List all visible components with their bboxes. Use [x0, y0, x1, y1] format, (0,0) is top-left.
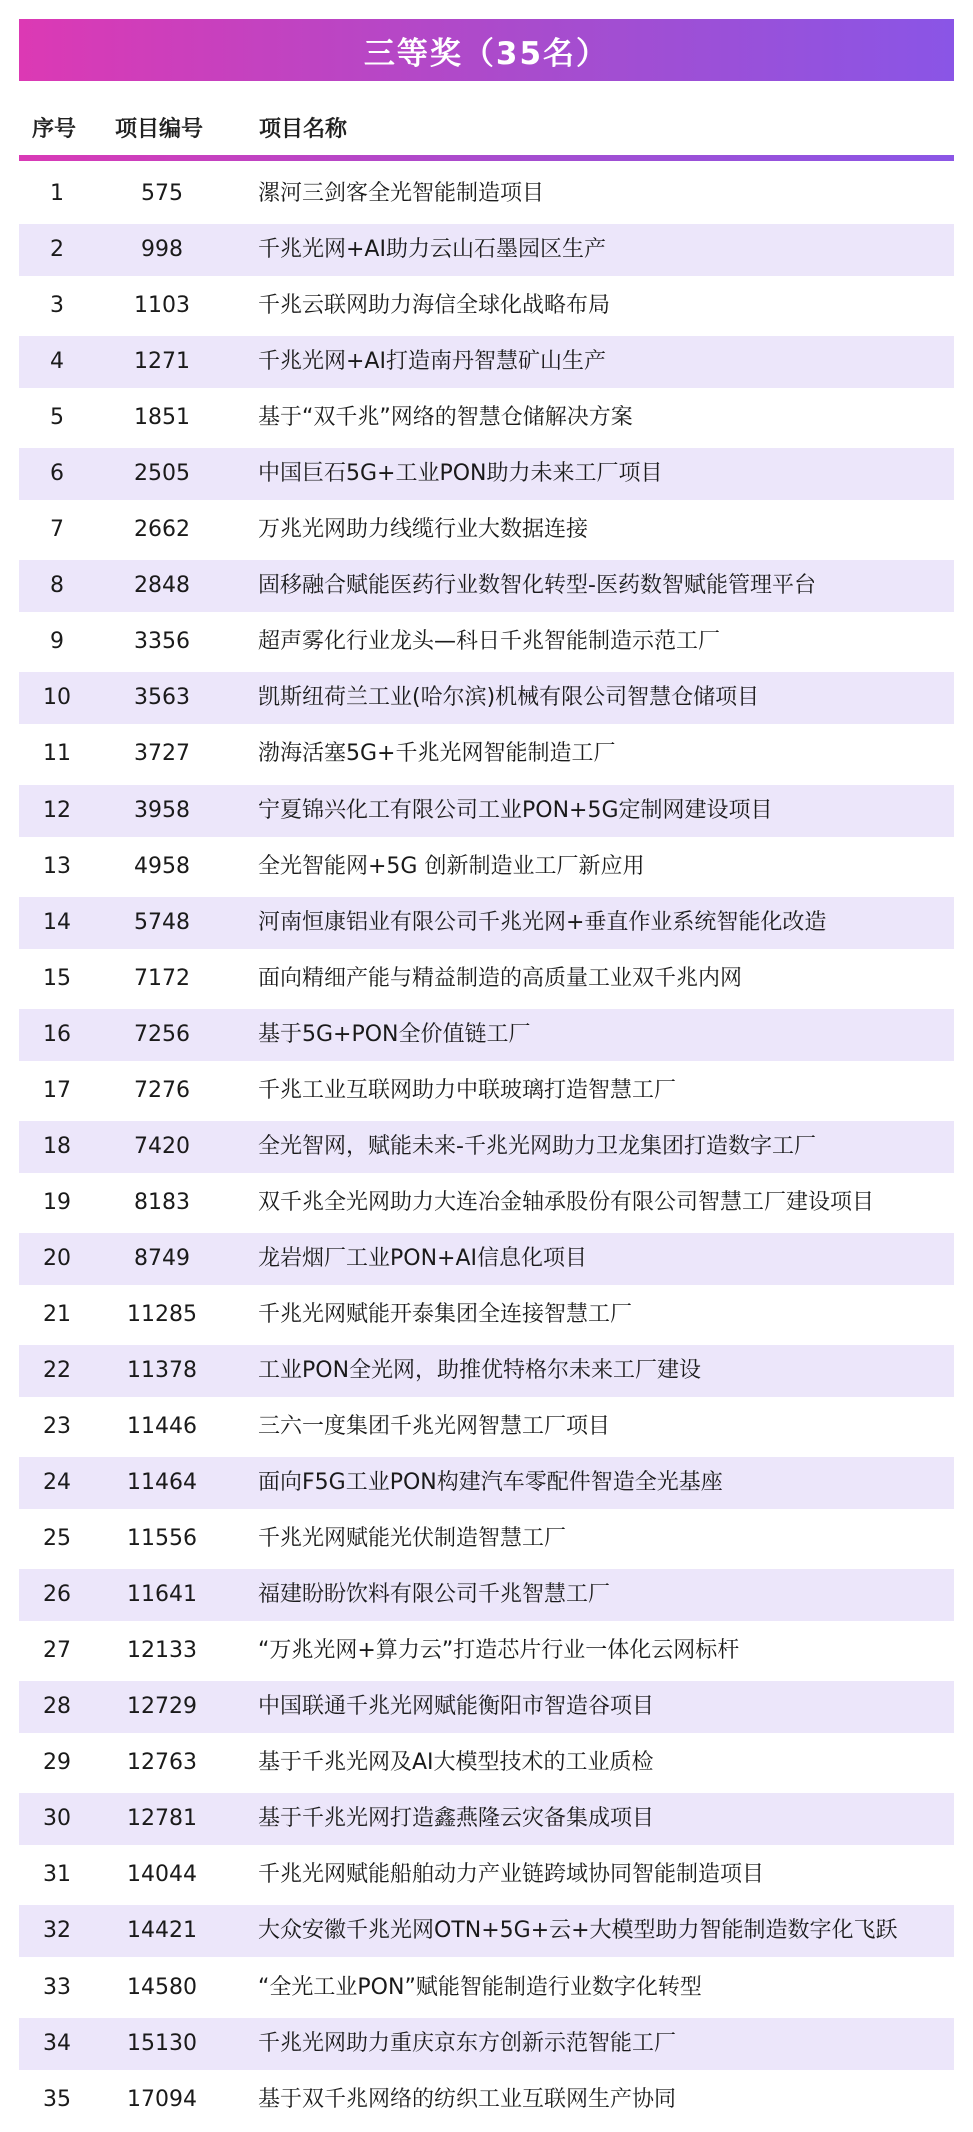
row-name: 渤海活塞5G+千兆光网智能制造工厂 — [258, 741, 616, 767]
row-index: 26 — [43, 1582, 71, 1608]
row-code: 11378 — [127, 1357, 197, 1383]
row-name: 宁夏锦兴化工有限公司工业PON+5G定制网建设项目 — [258, 797, 773, 823]
row-index: 19 — [43, 1189, 71, 1215]
row-index: 4 — [50, 349, 64, 375]
row-index: 8 — [50, 573, 64, 599]
row-index: 23 — [43, 1414, 71, 1440]
row-index: 16 — [43, 1021, 71, 1047]
row-index: 21 — [43, 1301, 71, 1327]
row-index: 14 — [43, 909, 71, 935]
row-code: 1103 — [134, 293, 190, 319]
header-divider — [19, 155, 954, 161]
row-name: 固移融合赋能医药行业数智化转型-医药数智赋能管理平台 — [258, 573, 816, 599]
row-name: 漯河三剑客全光智能制造项目 — [258, 181, 545, 206]
row-name: 基于“双千兆”网络的智慧仓储解决方案 — [258, 405, 633, 431]
table-row — [19, 1009, 954, 1061]
row-index: 12 — [43, 797, 71, 823]
row-index: 28 — [43, 1694, 71, 1720]
table-row — [19, 1681, 954, 1733]
row-index: 18 — [43, 1133, 71, 1159]
row-code: 11285 — [127, 1301, 197, 1327]
header-code: 项目编号 — [115, 117, 204, 142]
table-row — [19, 1905, 954, 1957]
row-code: 15130 — [127, 2030, 197, 2056]
row-code: 3356 — [134, 629, 190, 655]
row-index: 34 — [43, 2030, 71, 2056]
row-code: 7420 — [134, 1133, 190, 1159]
row-code: 12133 — [127, 1638, 197, 1664]
row-code: 8749 — [134, 1245, 190, 1271]
row-name: 千兆光网赋能开泰集团全连接智慧工厂 — [258, 1301, 633, 1327]
row-name: 龙岩烟厂工业PON+AI信息化项目 — [258, 1245, 588, 1271]
row-code: 1271 — [134, 349, 190, 375]
row-index: 3 — [50, 293, 64, 319]
row-index: 1 — [50, 181, 64, 206]
row-index: 2 — [50, 237, 64, 263]
table-row — [19, 1457, 954, 1509]
row-index: 6 — [50, 461, 64, 487]
row-code: 11464 — [127, 1470, 197, 1496]
row-name: “全光工业PON”赋能智能制造行业数字化转型 — [258, 1974, 702, 2000]
row-code: 1851 — [134, 405, 190, 431]
table-row — [19, 953, 954, 1005]
table-row — [19, 280, 954, 332]
table-row — [19, 1625, 954, 1677]
row-name: 工业PON全光网，助推优特格尔未来工厂建设 — [258, 1357, 702, 1383]
table-row — [19, 616, 954, 668]
row-name: “万兆光网+算力云”打造芯片行业一体化云网标杆 — [258, 1638, 740, 1664]
row-code: 17094 — [127, 2086, 197, 2112]
table-row — [19, 448, 954, 500]
table-header — [19, 96, 954, 156]
table-row — [19, 1569, 954, 1621]
row-index: 24 — [43, 1470, 71, 1496]
row-name: 中国联通千兆光网赋能衡阳市智造谷项目 — [258, 1694, 655, 1720]
award-title-banner — [19, 19, 954, 81]
row-index: 33 — [43, 1974, 71, 2000]
row-index: 13 — [43, 853, 71, 879]
table-row — [19, 1121, 954, 1173]
row-index: 10 — [43, 685, 71, 711]
award-title: 三等奖（35名） — [363, 35, 610, 72]
row-code: 2505 — [134, 461, 190, 487]
table-row — [19, 1345, 954, 1397]
table-row — [19, 168, 954, 220]
row-name: 面向F5G工业PON构建汽车零配件智造全光基座 — [258, 1470, 723, 1496]
table-row — [19, 1065, 954, 1117]
table-row — [19, 504, 954, 556]
table-row — [19, 560, 954, 612]
table-row — [19, 1849, 954, 1901]
row-name: 双千兆全光网助力大连冶金轴承股份有限公司智慧工厂建设项目 — [258, 1189, 875, 1215]
row-code: 3563 — [134, 685, 190, 711]
row-code: 3727 — [134, 741, 190, 767]
table-row — [19, 392, 954, 444]
row-name: 三六一度集团千兆光网智慧工厂项目 — [258, 1414, 611, 1440]
row-name: 大众安徽千兆光网OTN+5G+云+大模型助力智能制造数字化飞跃 — [258, 1918, 898, 1944]
row-code: 8183 — [134, 1189, 190, 1215]
table-row — [19, 1737, 954, 1789]
row-name: 福建盼盼饮料有限公司千兆智慧工厂 — [258, 1582, 611, 1608]
table-row — [19, 728, 954, 780]
row-name: 基于千兆光网及AI大模型技术的工业质检 — [258, 1750, 654, 1776]
row-name: 凯斯纽荷兰工业(哈尔滨)机械有限公司智慧仓储项目 — [258, 685, 760, 711]
table-row — [19, 1513, 954, 1565]
row-name: 万兆光网助力线缆行业大数据连接 — [258, 517, 589, 543]
row-code: 4958 — [134, 853, 190, 879]
row-code: 14044 — [127, 1862, 197, 1888]
row-name: 千兆工业互联网助力中联玻璃打造智慧工厂 — [258, 1077, 677, 1103]
row-index: 7 — [50, 517, 64, 543]
row-index: 27 — [43, 1638, 71, 1664]
table-row — [19, 1401, 954, 1453]
row-index: 35 — [43, 2086, 71, 2112]
row-code: 12729 — [127, 1694, 197, 1720]
row-code: 11556 — [127, 1526, 197, 1552]
row-code: 14580 — [127, 1974, 197, 2000]
row-index: 5 — [50, 405, 64, 431]
header-index: 序号 — [32, 117, 77, 142]
table-row — [19, 785, 954, 837]
row-code: 7172 — [134, 965, 190, 991]
row-code: 12781 — [127, 1806, 197, 1832]
table-row — [19, 1289, 954, 1341]
table-row — [19, 2074, 954, 2126]
row-index: 30 — [43, 1806, 71, 1832]
row-index: 15 — [43, 965, 71, 991]
row-name: 基于千兆光网打造鑫燕隆云灾备集成项目 — [258, 1806, 655, 1832]
row-name: 千兆光网赋能船舶动力产业链跨域协同智能制造项目 — [258, 1862, 765, 1888]
row-name: 全光智网，赋能未来-千兆光网助力卫龙集团打造数字工厂 — [258, 1133, 816, 1159]
row-code: 575 — [141, 181, 183, 206]
row-index: 31 — [43, 1862, 71, 1888]
row-index: 29 — [43, 1750, 71, 1776]
award-table — [19, 168, 954, 2130]
row-code: 998 — [141, 237, 183, 263]
row-index: 22 — [43, 1357, 71, 1383]
row-code: 11641 — [127, 1582, 197, 1608]
table-row — [19, 1962, 954, 2014]
row-name: 千兆光网+AI打造南丹智慧矿山生产 — [258, 349, 606, 375]
row-code: 5748 — [134, 909, 190, 935]
row-code: 3958 — [134, 797, 190, 823]
row-code: 7256 — [134, 1021, 190, 1047]
row-name: 中国巨石5G+工业PON助力未来工厂项目 — [258, 461, 663, 487]
row-code: 12763 — [127, 1750, 197, 1776]
row-name: 全光智能网+5G 创新制造业工厂新应用 — [258, 853, 645, 879]
row-index: 11 — [43, 741, 71, 767]
row-code: 2848 — [134, 573, 190, 599]
row-name: 基于5G+PON全价值链工厂 — [258, 1021, 531, 1047]
row-index: 32 — [43, 1918, 71, 1944]
row-name: 面向精细产能与精益制造的高质量工业双千兆内网 — [258, 965, 743, 991]
header-name: 项目名称 — [259, 117, 348, 142]
row-index: 20 — [43, 1245, 71, 1271]
row-name: 千兆光网赋能光伏制造智慧工厂 — [258, 1526, 567, 1552]
row-name: 千兆光网助力重庆京东方创新示范智能工厂 — [258, 2030, 677, 2056]
row-index: 9 — [50, 629, 64, 655]
row-code: 11446 — [127, 1414, 197, 1440]
table-row — [19, 1233, 954, 1285]
table-row — [19, 897, 954, 949]
row-code: 14421 — [127, 1918, 197, 1944]
row-index: 17 — [43, 1077, 71, 1103]
row-name: 超声雾化行业龙头—科日千兆智能制造示范工厂 — [258, 629, 721, 655]
table-row — [19, 1177, 954, 1229]
table-row — [19, 2018, 954, 2070]
row-name: 河南恒康铝业有限公司千兆光网+垂直作业系统智能化改造 — [258, 909, 827, 935]
row-code: 2662 — [134, 517, 190, 543]
row-name: 基于双千兆网络的纺织工业互联网生产协同 — [258, 2086, 677, 2112]
table-row — [19, 224, 954, 276]
table-row — [19, 672, 954, 724]
row-name: 千兆光网+AI助力云山石墨园区生产 — [258, 237, 606, 263]
row-name: 千兆云联网助力海信全球化战略布局 — [258, 293, 611, 319]
table-row — [19, 1793, 954, 1845]
table-row — [19, 841, 954, 893]
row-code: 7276 — [134, 1077, 190, 1103]
table-row — [19, 336, 954, 388]
row-index: 25 — [43, 1526, 71, 1552]
